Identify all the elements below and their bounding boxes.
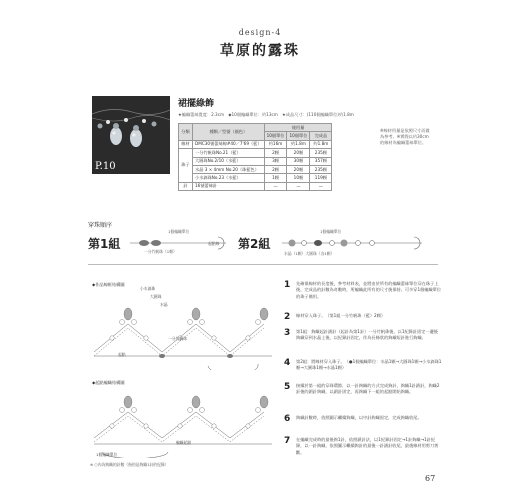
step-2-note: 1個編織單位 <box>320 229 342 234</box>
instruction-number: 6 <box>284 414 291 424</box>
step-1-note: 1個編織單位 <box>168 229 190 234</box>
table-header-row <box>179 124 332 132</box>
instruction-number: 4 <box>284 358 291 368</box>
row-b: 10顆 <box>287 174 310 182</box>
row-name: DMC30號蕾絲線#40／7'69（藍） <box>193 140 265 148</box>
callout-end-b: 1個編織單位 <box>96 452 118 457</box>
step-1-loop-label: 起點線 <box>208 241 220 246</box>
callout-bamboo: 一分竹帆珠 <box>168 336 187 341</box>
step-1-badge <box>88 235 120 252</box>
header-col-c: 完成品 <box>310 132 332 140</box>
row-b: 30顆 <box>287 157 310 165</box>
row-c: — <box>310 182 332 190</box>
row-name: 16號蕾絲針 <box>193 182 265 190</box>
row-c: 357顆 <box>310 157 332 165</box>
step-1-caption: 一分竹帆珠（1顆） <box>144 249 177 254</box>
table-row <box>179 149 332 157</box>
lower-diagram-label: ◆起點編織結構圖 <box>92 380 125 385</box>
table-row <box>179 157 332 165</box>
step-2-caption: 水晶（1顆）大圓珠（各1顆） <box>284 251 335 256</box>
row-name: 大圓珠No.2/10（水藍） <box>193 157 265 165</box>
row-b: — <box>287 182 310 190</box>
table-row <box>179 165 332 173</box>
header-col-a: 10個單位 <box>264 132 287 140</box>
instruction-text: 第2組：將線材穿入珠子。 （●1個編織單位：水晶1顆→大圓珠1顆→小水滴珠1顆→大圓珠1顆→水晶1顆） <box>296 359 442 371</box>
instruction-text: 第1組：鉤織起針鎖針（起針為第1針）一分竹帆珠後，以1紀錄針固定一邊後鉤織穿到水晶上後，以紀錄針固定，作為長條狀的鉤織短針進行鉤織。 <box>296 329 438 341</box>
row-a: 2顆 <box>264 149 287 157</box>
table-row <box>179 140 332 148</box>
product-photo <box>92 96 170 174</box>
section-title: 裙擺綠飾 <box>178 99 215 109</box>
upper-diagram-label: ◆作品線框結構圖 <box>92 282 125 287</box>
table-row <box>179 174 332 182</box>
header-usage: 使用量 <box>264 124 332 132</box>
side-note: ※線材用量是依照尺寸而做為參考。※實際以約30cm的線材為編織蕾絲單位。 <box>380 128 430 145</box>
page-title: 草原的露珠 <box>220 43 300 59</box>
materials-table <box>178 123 332 191</box>
header-name: 種類／型號（顏色） <box>193 124 265 141</box>
row-name: 一分竹帆珠No.21（藍） <box>193 149 265 157</box>
instruction-number: 3 <box>284 328 291 338</box>
row-b: 20顆 <box>287 165 310 173</box>
instruction-text: 線材穿入珠子。 （第1組一分竹帆珠（藍）2顆） <box>296 313 386 318</box>
row-a: 1顆 <box>264 174 287 182</box>
instruction-text: 先確保線材的長度後，參考材料表，並將由於所有的編織蕾絲單位穿在珠子上後，完成品的針數為奇數時，所編織此所有的尺寸後保持。可多穿1個編織單位的珠子備用。 <box>296 281 442 299</box>
row-category: 針 <box>179 182 193 190</box>
instruction-text: 接續於第一組的穿珠環節，以一針鉤織的方式完成鉤針，鉤織1針鎖針，鉤織2針後的鎖針鉤織，以鎖針固定，再鉤織下一組的起點開始鉤織。 <box>296 383 440 395</box>
row-c: 約1.8m <box>310 140 332 148</box>
row-c: 235顆 <box>310 149 332 157</box>
instruction-number: 1 <box>284 280 291 290</box>
instruction-text: 在編織完成時的最後鉤1針，依照鎖針法，以1紀錄針固定→1針鉤織→1針紀錄，以一針鉤織，依照圖示繼續鉤針的最後一針鎖針收尾，最後線材用剪刀剪斷。 <box>296 437 439 455</box>
row-a: — <box>264 182 287 190</box>
callout-round-bead: 大圓珠 <box>150 294 162 299</box>
callout-drop-bead: 小水滴珠 <box>140 286 156 291</box>
divider <box>88 264 438 265</box>
row-c: 235顆 <box>310 165 332 173</box>
stringing-steps <box>88 229 438 257</box>
row-a: 約16m <box>264 140 287 148</box>
row-name: 小水滴珠No.23（水藍） <box>193 174 265 182</box>
step-2-label: 第2組 <box>238 237 271 251</box>
step-1-label: 第1組 <box>88 237 121 251</box>
row-category: 珠子 <box>179 149 193 183</box>
header-category: 分類 <box>179 124 193 141</box>
steps-title: 穿珠順序 <box>88 222 113 229</box>
table-row <box>179 182 332 190</box>
header-col-b: 10個單位 <box>287 132 310 140</box>
footnote: ※ ○內為鉤織的針數（指的是鉤織1針的紀錄） <box>90 462 169 467</box>
row-b: 20顆 <box>287 149 310 157</box>
callout-end-a: 編織起點 <box>176 440 192 445</box>
row-c: 119顆 <box>310 174 332 182</box>
upper-crochet-diagram <box>88 290 278 370</box>
instruction-number: 5 <box>284 382 291 392</box>
instruction-number: 7 <box>284 436 291 446</box>
design-label: design-4 <box>238 28 282 37</box>
instruction-text: 鉤織針數時，依照圖示繼續鉤織，以中針鉤織固定，完成鉤織收尾。 <box>296 415 422 420</box>
row-b: 約1.8m <box>287 140 310 148</box>
row-a: 2顆 <box>264 165 287 173</box>
callout-crystal: 水晶 <box>160 302 168 307</box>
row-name: 水晶 3 × 4mm No.20（珠藍色） <box>193 165 265 173</box>
photo-page-ref: P.10 <box>95 161 116 172</box>
step-2-badge <box>238 235 270 252</box>
callout-start: 起點 <box>118 352 126 357</box>
row-a: 3顆 <box>264 157 287 165</box>
row-category: 線材 <box>179 140 193 148</box>
spec-line: ★編織蕾絲寬度：2.3cm ◆10個編織單位：約13cm ★成品尺寸：(110個編織單位)約1.8m <box>178 112 354 117</box>
page-number: 67 <box>425 474 436 483</box>
lower-crochet-diagram <box>88 388 278 458</box>
instruction-number: 2 <box>284 312 291 322</box>
